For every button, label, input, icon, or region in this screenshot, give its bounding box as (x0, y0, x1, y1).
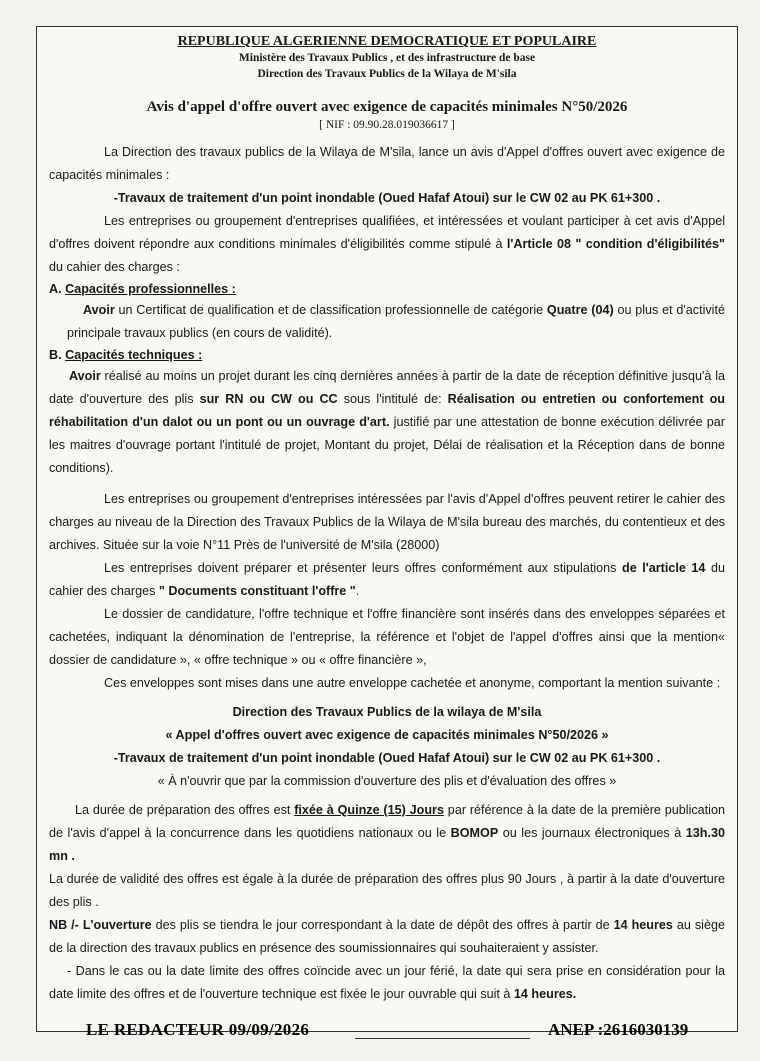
notice-frame (36, 26, 738, 1032)
envelopes-paragraph: Le dossier de candidature, l'offre technique et l'offre financière sont insérés dans des enveloppes séparées et cachetées, indiquant la dénomination de l'entreprise, la référence et l'objet de l'appel d'offres ainsi que la mention« dossier de candidature », « offre technique » ou « offre financière », (49, 607, 725, 667)
nif-number: [ NIF : 09.90.28.019036617 ] (319, 119, 455, 131)
section-b-heading: B. Capacités techniques : (49, 348, 203, 362)
duration-paragraph: La durée de préparation des offres est fixée à Quinze (15) Jours par référence à la date de la première publication de l'avis d'appel à la concurrence dans les quotidiens nationaux ou le BOMOP ou les journaux électroniques à 13h.30 mn . (49, 803, 725, 863)
redacteur-signature: LE REDACTEUR 09/09/2026 (86, 1020, 310, 1039)
footer-divider (355, 1038, 530, 1039)
mention-object: -Travaux de traitement d'un point inondable (Oued Hafaf Atoui) sur le CW 02 au PK 61+300 . (113, 751, 661, 765)
footer (0, 1016, 760, 1046)
notice-title: Avis d'appel d'offre ouvert avec exigence de capacités minimales N°50/2026 (146, 99, 628, 115)
anep-reference: ANEP :2616030139 (548, 1020, 689, 1039)
holiday-paragraph: - Dans le cas ou la date limite des offres coïncide avec un jour férié, la date qui sera prise en considération pour la date limite des offres et de l'ouverture technique est fixée le jour ouvrable qui suit à 14 heures. (49, 964, 725, 1001)
mention-appel: « Appel d'offres ouvert avec exigence de capacités minimales N°50/2026 » (165, 728, 609, 742)
section-b-text: Avoir réalisé au moins un projet durant les cinq dernières années à partir de la date de réception définitive jusqu'à la date d'ouverture des plis sur RN ou CW ou CC sous l'intitulé de: Réalisation ou entretien ou confortement ou réhabilitation d'un dalot ou un pont ou un ouvrage d'art. justifié par une attestation de bonne exécution délivrée par les maitres d'ouvrage portant l'intitulé de projet, Montant du projet, Délai de réalisation et la Réception dans de bonne conditions). (49, 369, 725, 475)
section-a-text: Avoir un Certificat de qualification et de classification professionnelle de catégorie Quatre (04) ou plus et d'activité principale travaux publics (en cours de validité). (67, 303, 725, 340)
outer-envelope-paragraph: Ces enveloppes sont mises dans une autre enveloppe cachetée et anonyme, comportant la mention suivante : (104, 676, 721, 690)
ministry-heading: Ministère des Travaux Publics , et des infrastructure de base (238, 52, 536, 64)
prepare-paragraph: Les entreprises doivent préparer et présenter leurs offres conformément aux stipulations de l'article 14 du cahier des charges " Documents constituant l'offre ". (49, 561, 725, 598)
project-object: -Travaux de traitement d'un point inondable (Oued Hafaf Atoui) sur le CW 02 au PK 61+300 . (113, 191, 661, 205)
mention-direction: Direction des Travaux Publics de la wilaya de M'sila (232, 705, 542, 719)
section-a-heading: A. Capacités professionnelles : (49, 282, 236, 296)
validity-paragraph: La durée de validité des offres est égale à la durée de préparation des offres plus 90 Jours , à partir à la date d'ouverture des plis . (49, 872, 725, 909)
mention-open: « À n'ouvrir que par la commission d'ouverture des plis et d'évaluation des offres » (157, 774, 617, 788)
eligibility-paragraph: Les entreprises ou groupement d'entreprises qualifiées, et intéressées et voulant participer à cet avis d'Appel d'offres doivent répondre aux conditions minimales d'éligibilités comme stipulé à l'Article 08 " condition d'éligibilités" du cahier des charges : (49, 214, 725, 274)
withdraw-paragraph: Les entreprises ou groupement d'entreprises intéressées par l'avis d'Appel d'offres peuvent retirer le cahier des charges au niveau de la Direction des Travaux Publics de la Wilaya de M'sila bureau des marchés, du contentieux et des archives. Située sur la voie N°11 Près de l'université de M'sila (28000) (49, 492, 725, 552)
republic-heading: REPUBLIQUE ALGERIENNE DEMOCRATIQUE ET POPULAIRE (177, 34, 597, 49)
envelope-mention (49, 701, 725, 793)
nb-paragraph: NB /- L'ouverture des plis se tiendra le jour correspondant à la date de dépôt des offres à partir de 14 heures au siège de la direction des travaux publics en présence des soumissionnaires qui souhaiteraient y assister. (49, 918, 725, 955)
direction-heading: Direction des Travaux Publics de la Wilaya de M'sila (257, 68, 517, 80)
intro-paragraph: La Direction des travaux publics de la Wilaya de M'sila, lance un avis d'Appel d'offres ouvert avec exigence de capacités minimales : (49, 145, 725, 182)
